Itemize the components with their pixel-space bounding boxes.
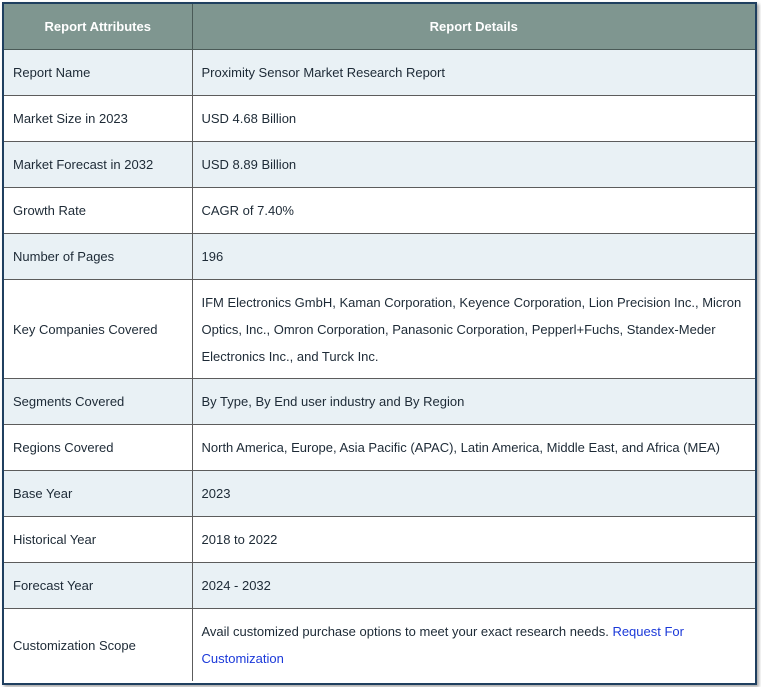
attr-key-companies: Key Companies Covered	[4, 280, 192, 379]
table-row-number-of-pages	[4, 234, 755, 280]
table-row-growth-rate	[4, 188, 755, 234]
table-row-base-year	[4, 471, 755, 517]
value-historical-year: 2018 to 2022	[192, 517, 755, 563]
attr-growth-rate: Growth Rate	[4, 188, 192, 234]
table-row-market-forecast	[4, 142, 755, 188]
table-row-report-name	[4, 50, 755, 96]
attr-segments-covered: Segments Covered	[4, 379, 192, 425]
attr-base-year: Base Year	[4, 471, 192, 517]
table-row-key-companies	[4, 280, 755, 379]
table-header-row	[4, 4, 755, 50]
table-row-historical-year	[4, 517, 755, 563]
attr-customization-scope: Customization Scope	[4, 609, 192, 682]
value-growth-rate: CAGR of 7.40%	[192, 188, 755, 234]
report-attributes-table	[4, 4, 755, 681]
value-market-forecast: USD 8.89 Billion	[192, 142, 755, 188]
attr-number-of-pages: Number of Pages	[4, 234, 192, 280]
attr-regions-covered: Regions Covered	[4, 425, 192, 471]
value-report-name: Proximity Sensor Market Research Report	[192, 50, 755, 96]
table-row-segments-covered	[4, 379, 755, 425]
value-base-year: 2023	[192, 471, 755, 517]
value-market-size: USD 4.68 Billion	[192, 96, 755, 142]
customization-text: Avail customized purchase options to meet your exact research needs.	[201, 624, 609, 639]
attr-report-name: Report Name	[4, 50, 192, 96]
header-report-details: Report Details	[192, 4, 755, 50]
report-table-frame	[2, 2, 757, 685]
value-number-of-pages: 196	[192, 234, 755, 280]
table-row-forecast-year	[4, 563, 755, 609]
value-forecast-year: 2024 - 2032	[192, 563, 755, 609]
request-customization-link[interactable]: Request For Customization	[201, 624, 684, 666]
table-row-market-size	[4, 96, 755, 142]
value-segments-covered: By Type, By End user industry and By Region	[192, 379, 755, 425]
attr-market-size: Market Size in 2023	[4, 96, 192, 142]
attr-forecast-year: Forecast Year	[4, 563, 192, 609]
value-key-companies: IFM Electronics GmbH, Kaman Corporation, Keyence Corporation, Lion Precision Inc., Micron Optics, Inc., Omron Corporation, Panasonic Corporation, Pepperl+Fuchs, Standex-Meder Electronics Inc., and Turck Inc.	[192, 280, 755, 379]
header-report-attributes: Report Attributes	[4, 4, 192, 50]
table-row-regions-covered	[4, 425, 755, 471]
attr-historical-year: Historical Year	[4, 517, 192, 563]
value-customization-scope	[192, 609, 755, 682]
table-row-customization-scope	[4, 609, 755, 682]
value-regions-covered: North America, Europe, Asia Pacific (APAC), Latin America, Middle East, and Africa (MEA)	[192, 425, 755, 471]
attr-market-forecast: Market Forecast in 2032	[4, 142, 192, 188]
